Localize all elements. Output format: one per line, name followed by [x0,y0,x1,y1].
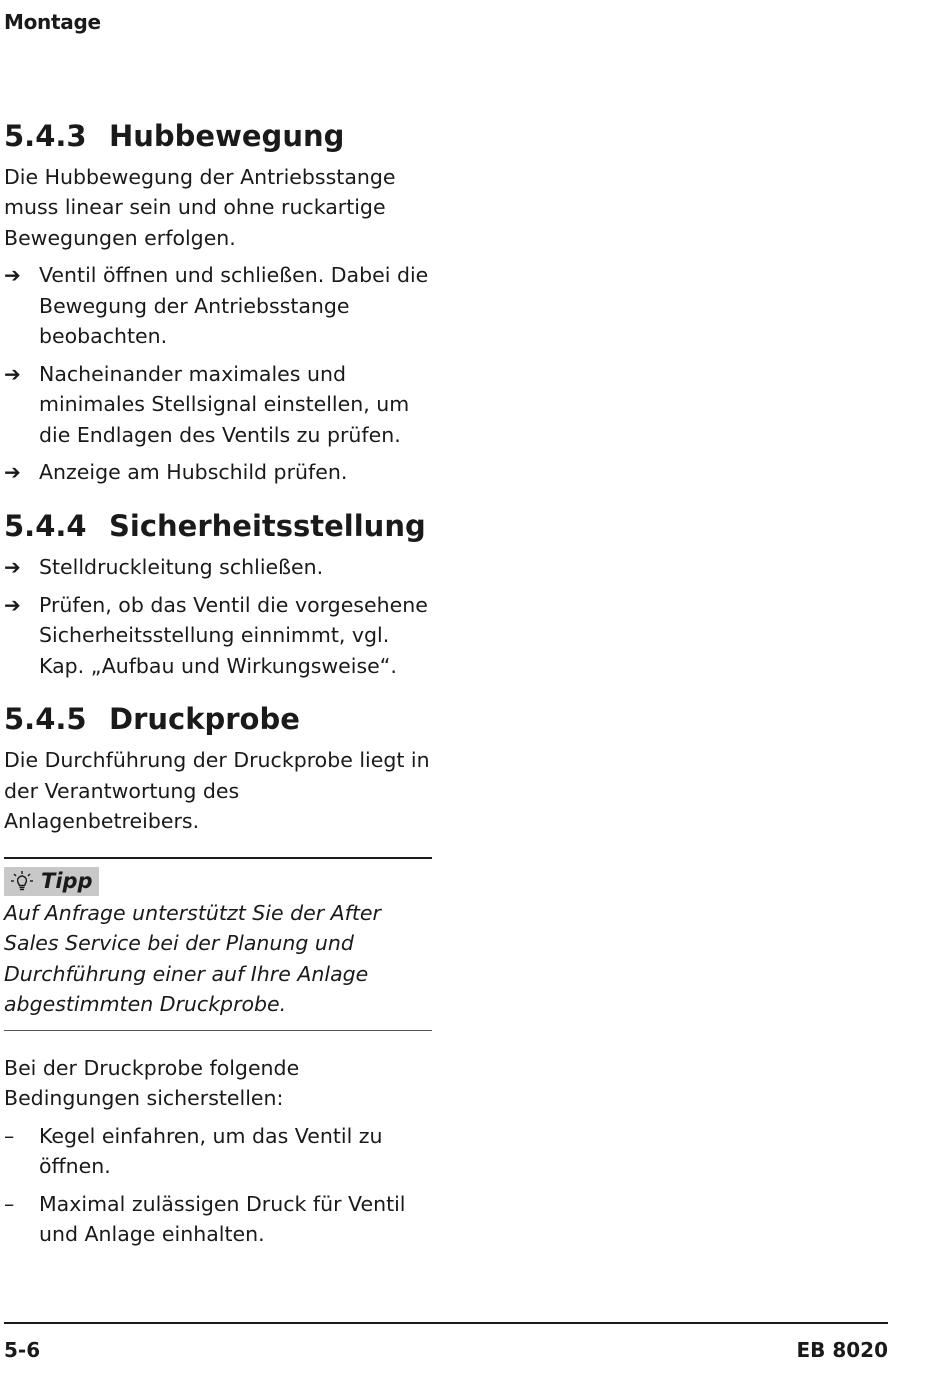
section-heading-5-4-3 [4,118,432,156]
section-number: 5.4.3 [4,119,87,153]
paragraph-hubbewegung: Die Hubbewegung der Antriebsstange muss linear sein und ohne ruckartige Bewegungen erfolgen. [4,164,396,250]
arrow-right-icon: ➔ [4,555,21,580]
condition-text: Kegel einfahren, um das Ventil zu öffnen. [39,1123,383,1179]
step-list-sicherheitsstellung [4,552,432,681]
condition-list [4,1121,432,1250]
step-text: Ventil öffnen und schließen. Dabei die Bewegung der Antriebsstange beobachten. [39,263,429,349]
arrow-right-icon: ➔ [4,460,21,485]
step-list-hubbewegung [4,260,432,488]
section-title: Hubbewegung [109,119,345,153]
section-number: 5.4.4 [4,508,87,543]
step-item [4,359,432,451]
tip-label [4,867,99,896]
content-column [4,118,432,1250]
dash-icon: – [4,1123,15,1148]
step-item [4,590,432,682]
page-number: 5-6 [4,1338,41,1362]
running-head: Montage [4,10,101,34]
step-text: Nacheinander maximales und minimales Stellsignal einstellen, um die Endlagen des Ventils zu prüfen. [39,361,410,447]
step-text: Anzeige am Hubschild prüfen. [39,460,348,485]
paragraph-bedingungen: Bei der Druckprobe folgende Bedingungen sicherstellen: [4,1055,300,1111]
document-code: EB 8020 [796,1338,888,1362]
step-item [4,260,432,352]
arrow-right-icon: ➔ [4,592,21,617]
tip-box [4,857,432,1031]
lightbulb-icon [9,870,35,892]
arrow-right-icon: ➔ [4,263,21,288]
step-text: Stelldruckleitung schließen. [39,555,324,580]
tip-text: Auf Anfrage unterstützt Sie der After Sales Service bei der Planung und Durchführung einer auf Ihre Anlage abgestimmten Druckprobe. [4,900,381,1017]
step-item [4,457,432,488]
step-item [4,552,432,583]
tip-label-text: Tipp [41,868,93,893]
arrow-right-icon: ➔ [4,361,21,386]
condition-item [4,1189,432,1250]
dash-icon: – [4,1191,15,1216]
section-heading-5-4-5 [4,701,432,739]
section-title: Druckprobe [109,702,300,737]
condition-text: Maximal zulässigen Druck für Ventil und Anlage einhalten. [39,1191,406,1247]
section-number: 5.4.5 [4,702,87,737]
step-text: Prüfen, ob das Ventil die vorgesehene Sicherheitsstellung einnimmt, vgl. Kap. „Aufbau und Wirkungsweise“. [39,592,428,678]
condition-item [4,1121,432,1182]
paragraph-druckprobe: Die Durchführung der Druckprobe liegt in der Verantwortung des Anlagenbetreibers. [4,748,430,834]
section-title: Sicherheitsstellung [109,508,426,543]
section-heading-5-4-4 [4,508,432,546]
footer-rule [4,1322,888,1324]
